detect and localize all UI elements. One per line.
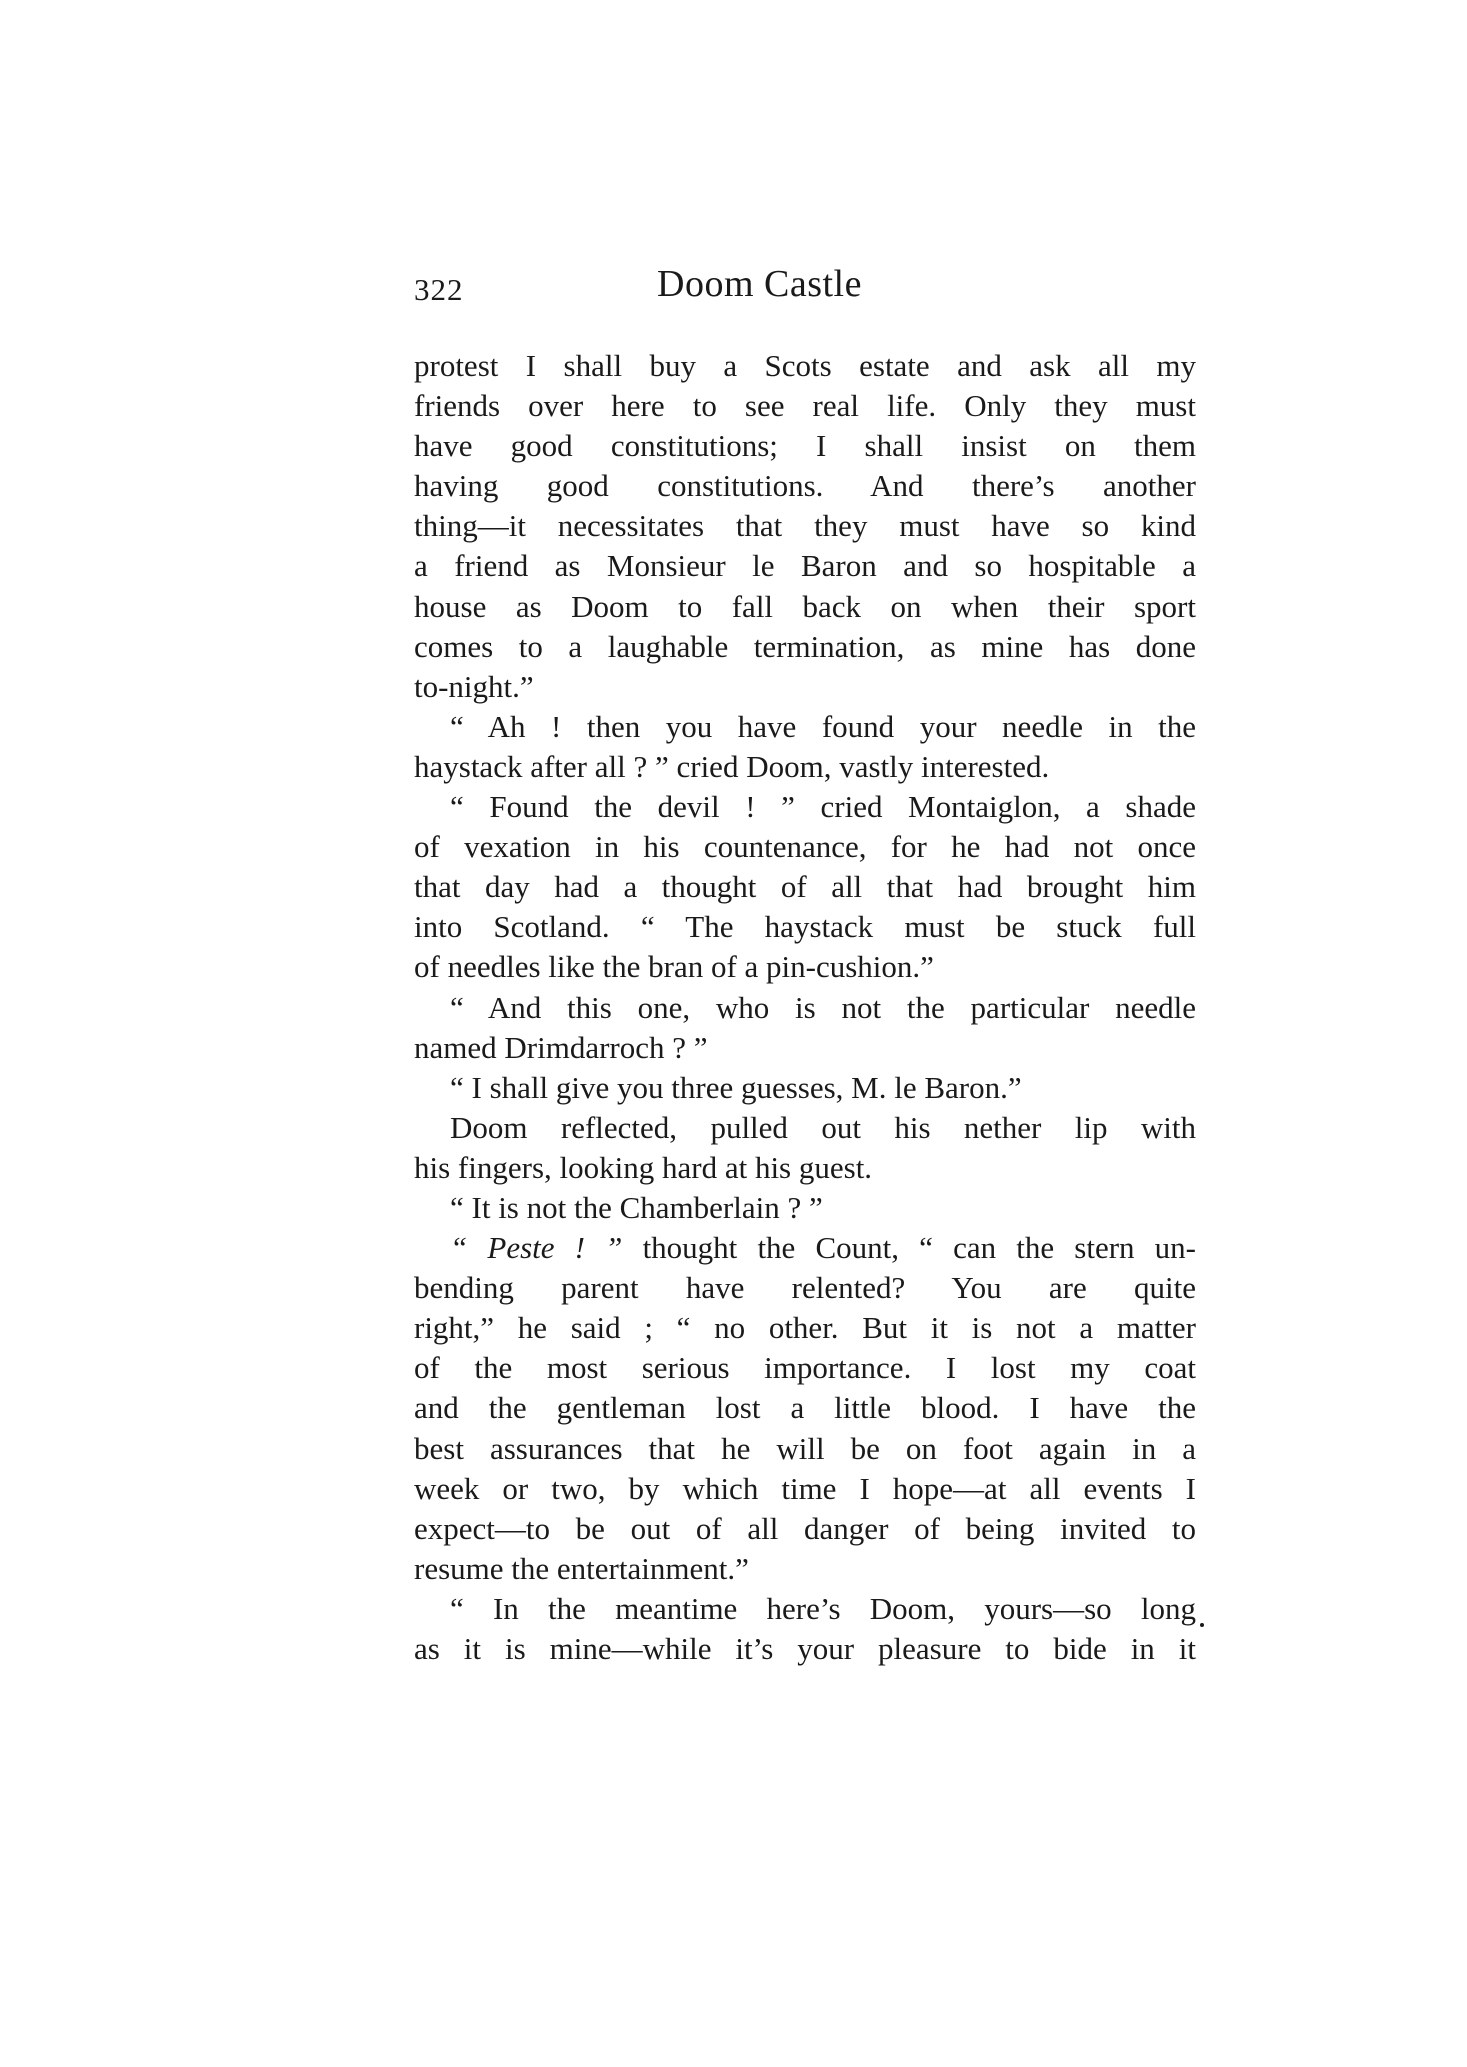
text-line: friends over here to see real life. Only they must	[414, 388, 1196, 424]
running-title: Doom Castle	[657, 263, 862, 305]
text-line: right,” he said ; “ no other. But it is not a matter	[414, 1310, 1196, 1346]
text-line: having good constitutions. And there’s another	[414, 468, 1196, 504]
text-line: as it is mine—while it’s your pleasure to bide in it	[414, 1631, 1196, 1666]
text-line: haystack after all ? ” cried Doom, vastly interested.	[414, 748, 1050, 784]
text-line: expect—to be out of all danger of being invited to	[414, 1510, 1196, 1546]
ink-speck	[1200, 1623, 1204, 1627]
text-line: “ In the meantime here’s Doom, yours—so long	[450, 1590, 1196, 1626]
text-line: best assurances that he will be on foot again in a	[414, 1430, 1196, 1466]
text-line: that day had a thought of all that had brought him	[414, 869, 1196, 905]
text-line: have good constitutions; I shall insist on them	[414, 428, 1196, 464]
text-line: comes to a laughable termination, as mine has done	[414, 628, 1196, 664]
text-line: “ It is not the Chamberlain ? ”	[450, 1189, 823, 1225]
text-line: resume the entertainment.”	[414, 1550, 749, 1586]
body-text	[414, 346, 1196, 1669]
italic-exclamation: “ Peste ! ”	[450, 1230, 623, 1266]
text-line: Doom reflected, pulled out his nether lip with	[450, 1109, 1196, 1145]
text-line: of the most serious importance. I lost my coat	[414, 1350, 1196, 1386]
text-line: thing—it necessitates that they must have so kind	[414, 508, 1196, 544]
text-line: “ Ah ! then you have found your needle in the	[450, 708, 1196, 744]
text-line: of needles like the bran of a pin-cushion.”	[414, 949, 934, 985]
text-line: bending parent have relented? You are quite	[414, 1270, 1196, 1306]
text-line: to-night.”	[414, 668, 534, 704]
text-line: his fingers, looking hard at his guest.	[414, 1149, 873, 1185]
text-line-rest: thought the Count, “ can the stern un-	[642, 1230, 1197, 1266]
text-line: into Scotland. “ The haystack must be stuck full	[414, 909, 1196, 945]
text-line: named Drimdarroch ? ”	[414, 1029, 708, 1065]
text-line: “ Found the devil ! ” cried Montaiglon, a shade	[450, 789, 1196, 825]
text-line: and the gentleman lost a little blood. I have the	[414, 1390, 1196, 1426]
text-line: “ And this one, who is not the particular needle	[450, 989, 1196, 1025]
text-line-with-italic	[414, 1228, 1196, 1268]
text-line: protest I shall buy a Scots estate and ask all my	[414, 348, 1196, 383]
text-line: of vexation in his countenance, for he had not once	[414, 829, 1196, 865]
running-head	[414, 262, 1194, 312]
text-line: “ I shall give you three guesses, M. le Baron.”	[450, 1069, 1022, 1105]
text-line: week or two, by which time I hope—at all events I	[414, 1470, 1196, 1506]
text-line: house as Doom to fall back on when their sport	[414, 588, 1196, 624]
page-number: 322	[414, 272, 464, 307]
text-line: a friend as Monsieur le Baron and so hospitable a	[414, 548, 1196, 584]
